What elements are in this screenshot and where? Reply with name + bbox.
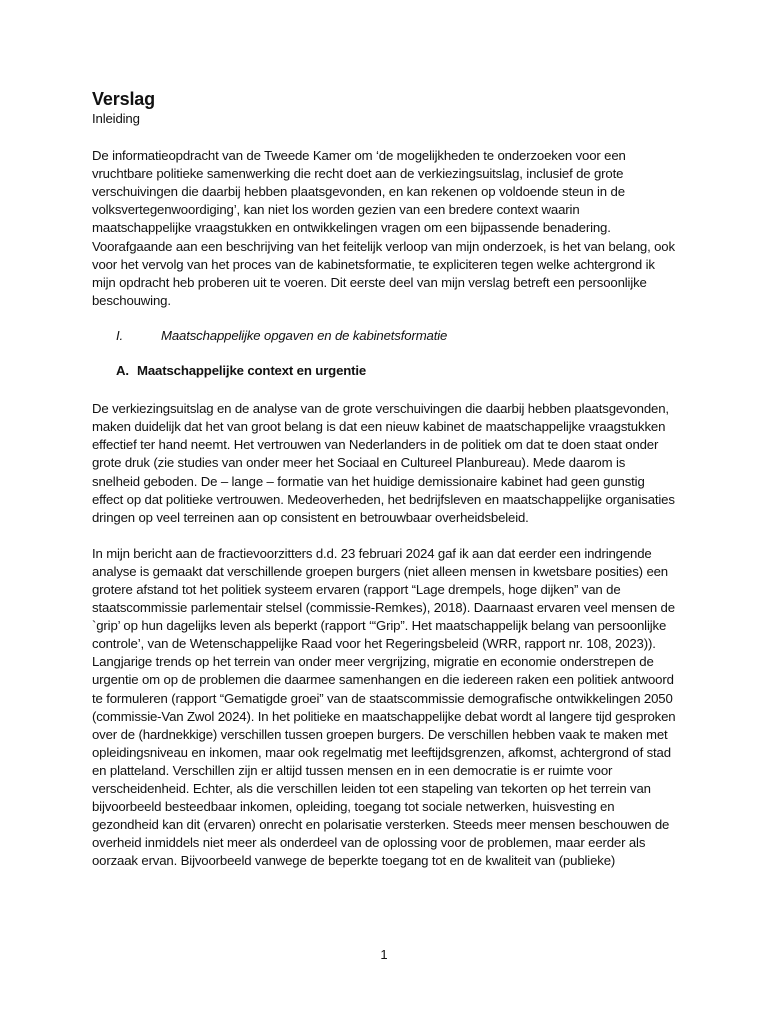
section-title: Maatschappelijke opgaven en de kabinetsformatie <box>161 327 448 343</box>
paragraph-intro: De informatieopdracht van de Tweede Kamer om ‘de mogelijkheden te onderzoeken voor een vruchtbare politieke samenwerking die recht doet aan de verkiezingsuitslag, inclusief de grote verschuivingen die daarbij hebben plaatsgevonden, en kan rekenen op voldoende steun in de volksvertegenwoordiging’, kan niet los worden gezien van een bredere context waarin maatschappelijke vraagstukken en ontwikkelingen vragen om een bijpassende benadering. Voorafgaande aan een beschrijving van het feitelijk verloop van mijn onderzoek, is het van belang, ook voor het vervolg van het proces van de kabinetsformatie, te expliciteren tegen welke achtergrond ik mijn opdracht heb proberen uit te voeren. Dit eerste deel van mijn verslag betreft een persoonlijke beschouwing. <box>92 148 675 308</box>
intro-heading: Inleiding <box>92 111 140 126</box>
document-page <box>92 88 676 870</box>
subsection-letter: A. <box>116 363 129 379</box>
paragraph-context: De verkiezingsuitslag en de analyse van de grote verschuivingen die daarbij hebben plaatsgevonden, maken duidelijk dat het van groot belang is dat een nieuw kabinet de maatschappelijke vraagstukken effectief ter hand neemt. Het vertrouwen van Nederlanders in de politiek om dat te doen staat onder grote druk (zie studies van onder meer het Sociaal en Cultureel Planbureau). Mede daarom is snelheid geboden. De – lange – formatie van het huidige demissionaire kabinet had geen gunstig effect op dat politieke vertrouwen. Medeoverheden, het bedrijfsleven en maatschappelijke organisaties dringen op veel terreinen aan op consistent en betrouwbaar overheidsbeleid. <box>92 401 675 525</box>
section-heading <box>92 327 676 345</box>
section-number: I. <box>116 327 124 343</box>
subsection-heading <box>92 362 676 380</box>
page-number: 1 <box>380 947 388 962</box>
paragraph-analysis: In mijn bericht aan de fractievoorzitters d.d. 23 februari 2024 gaf ik aan dat eerder een indringende analyse is gemaakt dat verschillende groepen burgers (niet alleen mensen in kwetsbare posities) een grotere afstand tot het politiek systeem ervaren (rapport “Lage drempels, hoge dijken” van de staatscommissie parlementair stelsel (commissie-Remkes), 2018). Daarnaast ervaren veel mensen de `grip’ op hun dagelijks leven als beperkt (rapport ‘“Grip”. Het maatschappelijk belang van persoonlijke controle’, van de Wetenschappelijke Raad voor het Regeringsbeleid (WRR, rapport nr. 108, 2023)). Langjarige trends op het terrein van onder meer vergrijzing, migratie en economie onderstrepen de urgentie om op de problemen die daarmee samenhangen en die iedereen raken een politiek antwoord te formuleren (rapport “Gematigde groei” van de staatscommissie demografische ontwikkelingen 2050 (commissie-Van Zwol 2024). In het politieke en maatschappelijke debat wordt al langere tijd gesproken over de (hardnekkige) verschillen tussen groepen burgers. De verschillen hebben vaak te maken met opleidingsniveau en inkomen, maar ook regelmatig met leeftijdsgrenzen, afkomst, achtergrond of stad en platteland. Verschillen zijn er altijd tussen mensen en in een democratie is er ruimte voor verscheidenheid. Echter, als die verschillen leiden tot een stapeling van tekorten op het terrein van bijvoorbeeld besteedbaar inkomen, opleiding, toegang tot sociale netwerken, huisvesting en gezondheid kan dit (ervaren) onrecht en polarisatie versterken. Steeds meer mensen beschouwen de overheid inmiddels niet meer als onderdeel van de oplossing voor de problemen, maar eerder als oorzaak ervan. Bijvoorbeeld vanwege de beperkte toegang tot en de kwaliteit van (publieke) <box>92 545 676 869</box>
subsection-title: Maatschappelijke context en urgentie <box>137 363 367 379</box>
document-title: Verslag <box>92 89 155 109</box>
